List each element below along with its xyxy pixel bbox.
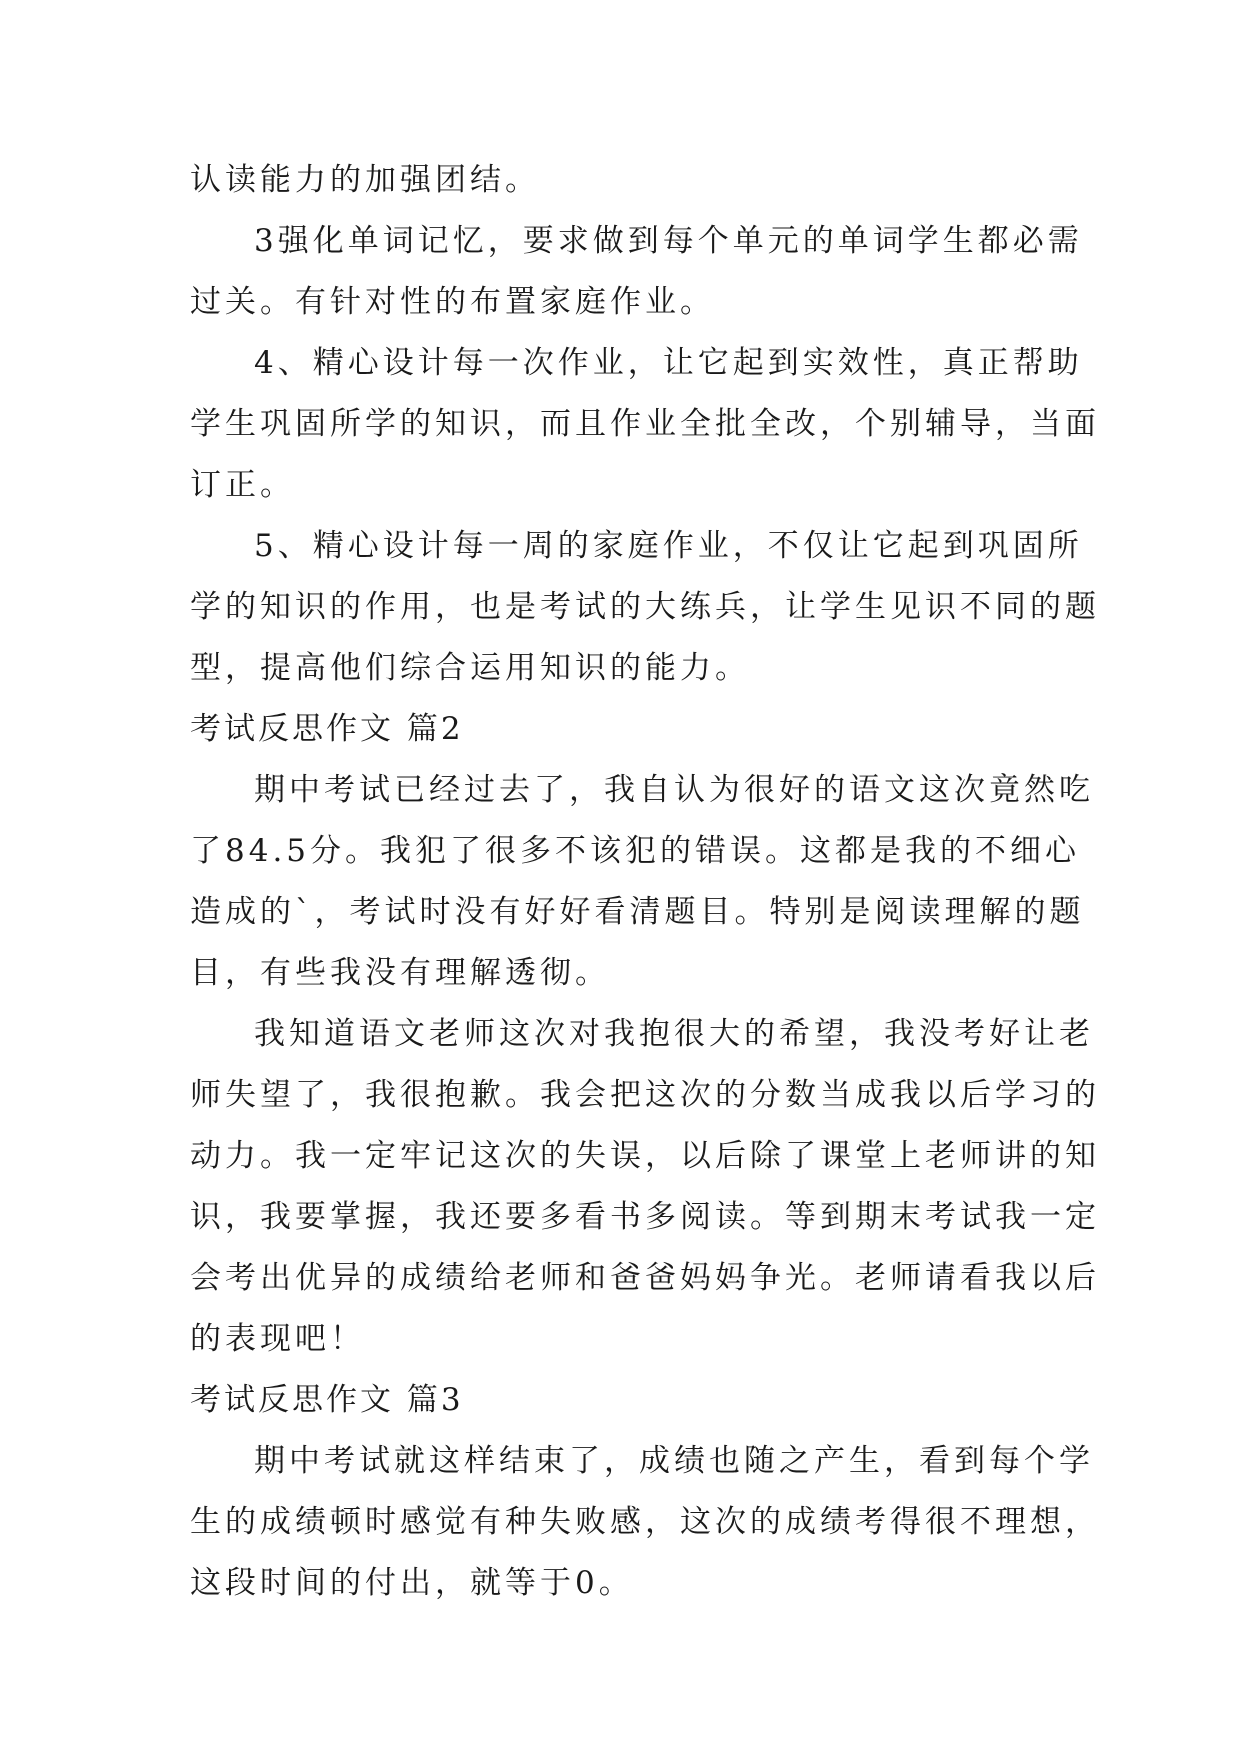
paragraph-line: 型，提高他们综合运用知识的能力。 bbox=[190, 650, 750, 686]
document-body bbox=[190, 150, 1100, 1614]
paragraph-line: 师失望了，我很抱歉。我会把这次的分数当成我以后学习的 bbox=[190, 1077, 1100, 1113]
paragraph-line: 认读能力的加强团结。 bbox=[190, 162, 540, 198]
paragraph-line: 造成的`，考试时没有好好看清题目。特别是阅读理解的题 bbox=[190, 894, 1085, 930]
paragraph-line: 我知道语文老师这次对我抱很大的希望，我没考好让老 bbox=[254, 1016, 1094, 1052]
section-heading: 考试反思作文 篇2 bbox=[190, 711, 464, 747]
paragraph-line: 的表现吧！ bbox=[190, 1321, 365, 1357]
paragraph-line: 期中考试已经过去了，我自认为很好的语文这次竟然吃 bbox=[254, 772, 1094, 808]
paragraph-line: 订正。 bbox=[190, 467, 295, 503]
paragraph-line: 5、精心设计每一周的家庭作业，不仅让它起到巩固所 bbox=[254, 528, 1083, 564]
paragraph-line: 学的知识的作用，也是考试的大练兵，让学生见识不同的题 bbox=[190, 589, 1100, 625]
paragraph-line: 了84.5分。我犯了很多不该犯的错误。这都是我的不细心 bbox=[190, 833, 1081, 869]
paragraph-line: 生的成绩顿时感觉有种失败感，这次的成绩考得很不理想， bbox=[190, 1504, 1100, 1540]
paragraph-line: 会考出优异的成绩给老师和爸爸妈妈争光。老师请看我以后 bbox=[190, 1260, 1100, 1296]
paragraph-line: 期中考试就这样结束了，成绩也随之产生，看到每个学 bbox=[254, 1443, 1094, 1479]
paragraph-line: 学生巩固所学的知识，而且作业全批全改，个别辅导，当面 bbox=[190, 406, 1100, 442]
paragraph-line: 识，我要掌握，我还要多看书多阅读。等到期末考试我一定 bbox=[190, 1199, 1100, 1235]
paragraph-line: 过关。有针对性的布置家庭作业。 bbox=[190, 284, 715, 320]
paragraph-line: 目，有些我没有理解透彻。 bbox=[190, 955, 610, 991]
paragraph-line: 这段时间的付出，就等于0。 bbox=[190, 1565, 634, 1601]
section-heading: 考试反思作文 篇3 bbox=[190, 1382, 464, 1418]
paragraph-line: 动力。我一定牢记这次的失误，以后除了课堂上老师讲的知 bbox=[190, 1138, 1100, 1174]
paragraph-line: 4、精心设计每一次作业，让它起到实效性，真正帮助 bbox=[254, 345, 1083, 381]
paragraph-line: 3强化单词记忆，要求做到每个单元的单词学生都必需 bbox=[254, 223, 1083, 259]
